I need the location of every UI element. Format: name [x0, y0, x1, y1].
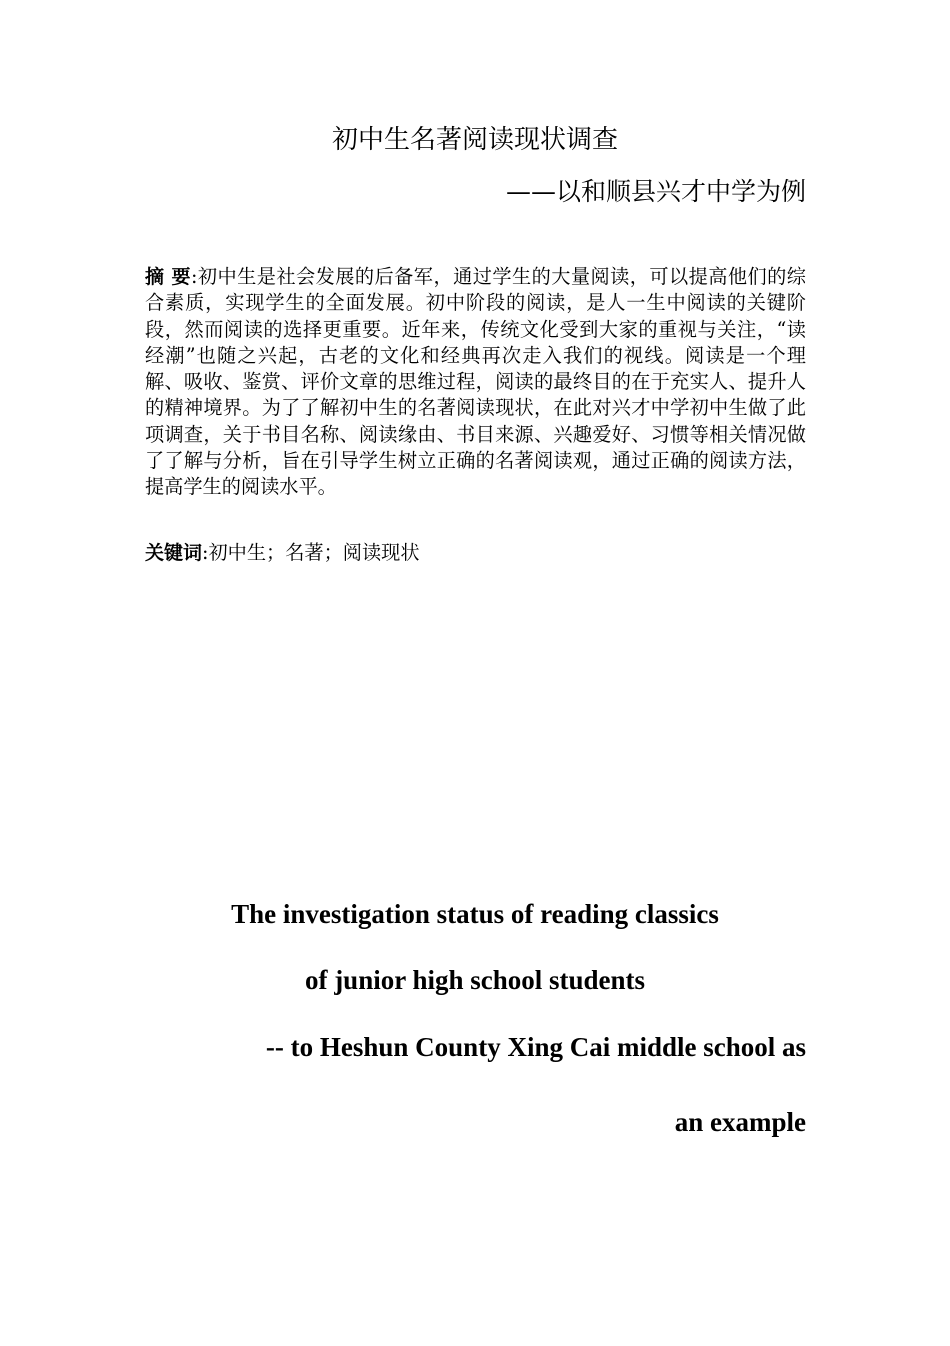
keywords-label: 关键词 [145, 542, 203, 564]
abstract-text: 初中生是社会发展的后备军，通过学生的大量阅读，可以提高他们的综合素质，实现学生的全面发展。初中阶段的阅读，是人一生中阅读的关键阶段，然而阅读的选择更重要。近年来，传统文化受到大家的重视与关注，“读经潮”也随之兴起，古老的文化和经典再次走入我们的视线。阅读是一个理解、吸收、鉴赏、评价文章的思维过程，阅读的最终目的在于充实人、提升人的精神境界。为了了解初中生的名著阅读现状，在此对兴才中学初中生做了此项调查，关于书目名称、阅读缘由、书目来源、兴趣爱好、习惯等相关情况做了了解与分析，旨在引导学生树立正确的名著阅读观，通过正确的阅读方法，提高学生的阅读水平。 [145, 265, 806, 499]
english-title-line-2: of junior high school students [304, 965, 646, 995]
keywords-text: 初中生；名著；阅读现状 [208, 541, 420, 564]
english-title-line-4: an example [674, 1107, 806, 1137]
abstract-label: 摘 要 [145, 266, 191, 288]
chinese-subtitle: ——以和顺县兴才中学为例 [505, 177, 806, 206]
abstract-separator: : [190, 265, 198, 288]
keywords-line [145, 540, 420, 566]
keywords-separator: : [202, 541, 209, 564]
abstract-paragraph [145, 264, 806, 501]
english-title-line-1: The investigation status of reading classics [231, 899, 719, 929]
chinese-title: 初中生名著阅读现状调查 [331, 125, 618, 155]
english-title-line-3: -- to Heshun County Xing Cai middle school as [265, 1032, 806, 1062]
